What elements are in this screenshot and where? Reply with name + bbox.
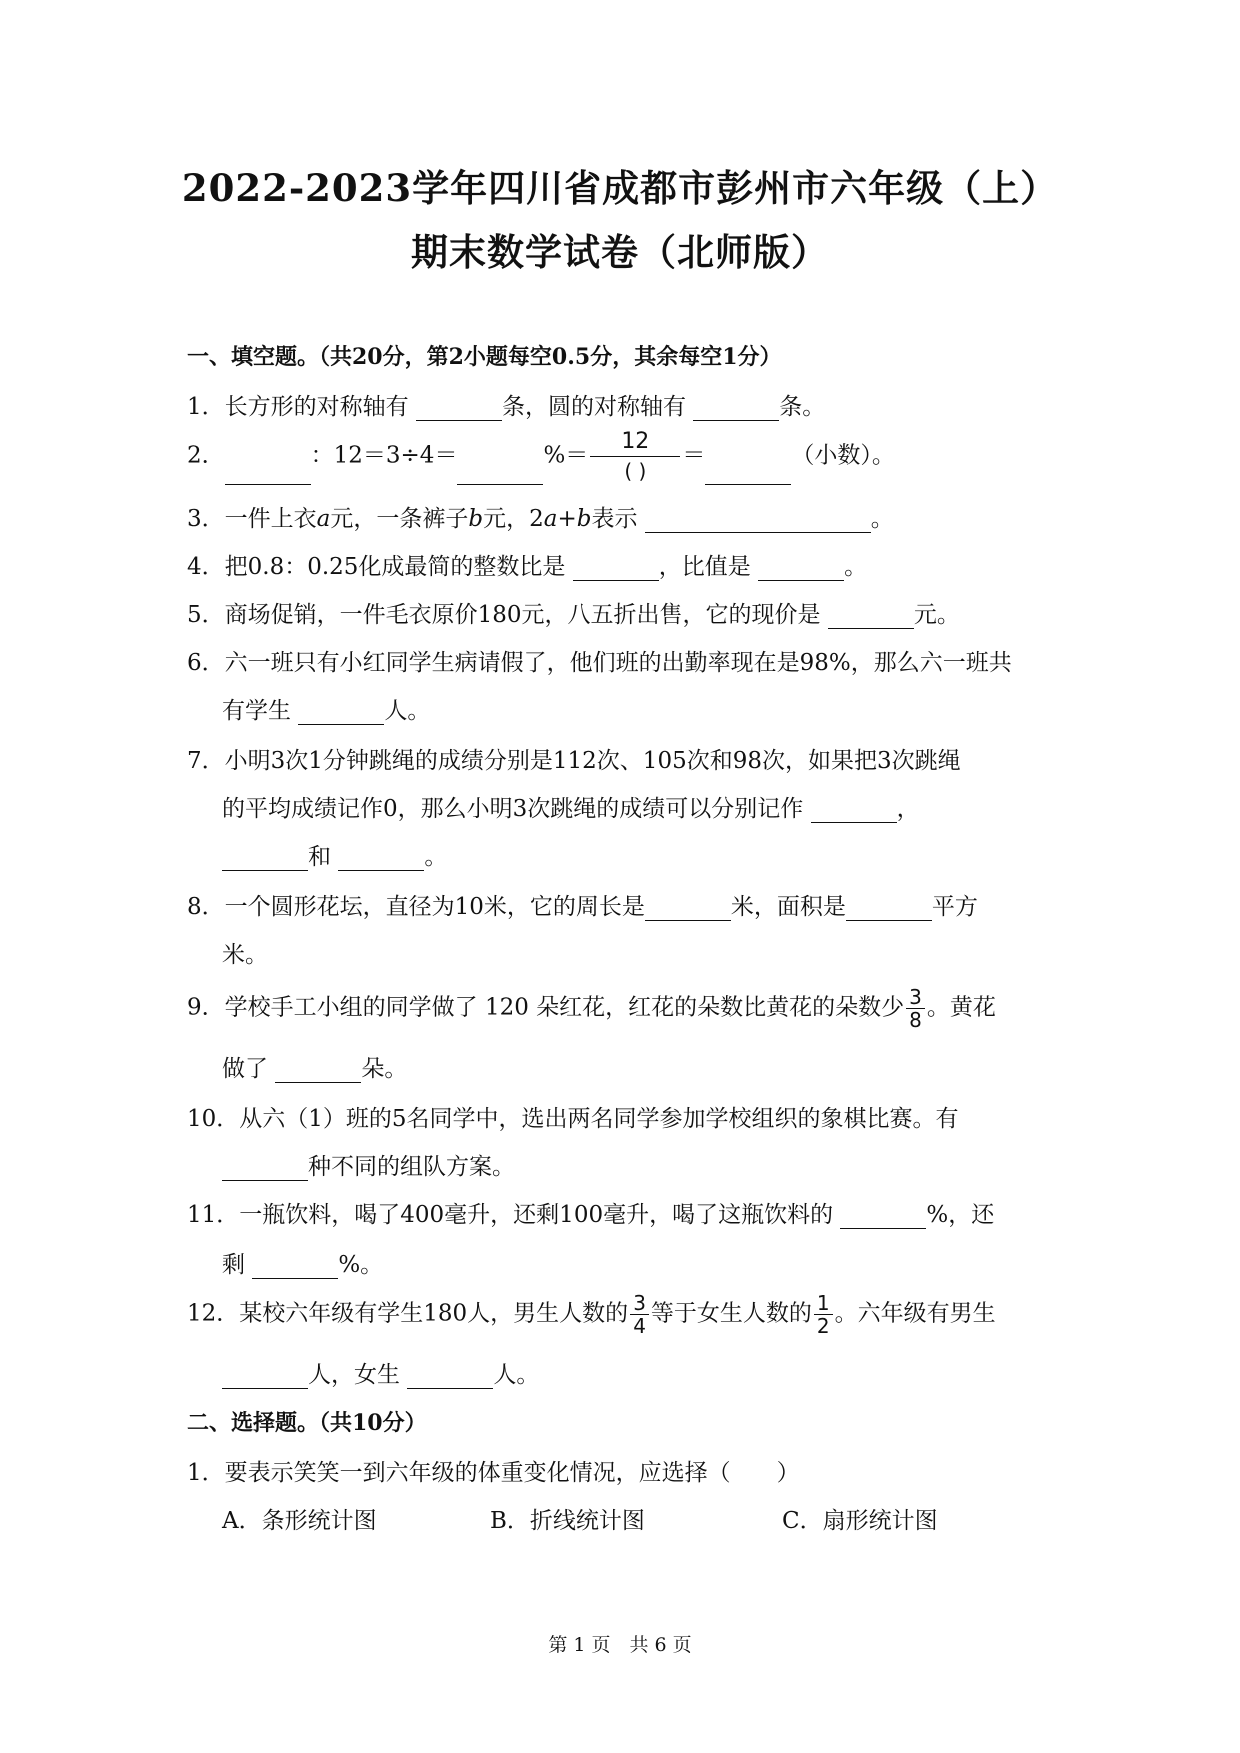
answer-blank[interactable] — [573, 556, 659, 581]
question-text: 有学生 — [222, 698, 299, 724]
question-text: 米。 — [222, 942, 268, 968]
question-12 — [187, 1292, 1067, 1337]
mc-question-1: 1．要表示笑笑一到六年级的体重变化情况，应选择（ ） — [187, 1460, 800, 1486]
question-text: 一个圆形花坛，直径为10米，它的周长是 — [224, 894, 645, 920]
question-text: 条，圆的对称轴有 — [501, 394, 694, 420]
question-text: 剩 — [222, 1252, 253, 1278]
option-b[interactable]: B．折线统计图 — [490, 1508, 645, 1534]
question-text: 把0.8：0.25化成最简的整数比是 — [224, 554, 573, 580]
question-text: ， — [896, 796, 920, 822]
answer-blank[interactable] — [846, 896, 932, 921]
question-10-cont — [222, 1148, 1102, 1181]
question-text: 米，面积是 — [730, 894, 846, 920]
question-number: 4． — [187, 554, 225, 580]
answer-blank[interactable] — [222, 1364, 308, 1389]
answer-blank[interactable] — [705, 460, 791, 485]
question-text: 长方形的对称轴有 — [224, 394, 416, 420]
question-number: 3． — [187, 506, 225, 532]
question-12-cont — [222, 1356, 1102, 1389]
fraction-numerator: 12 — [590, 428, 680, 457]
answer-blank[interactable] — [275, 1058, 361, 1083]
option-c[interactable]: C．扇形统计图 — [782, 1508, 938, 1534]
question-text: 人。 — [493, 1362, 540, 1388]
answer-blank[interactable] — [338, 846, 424, 871]
question-number: 12． — [187, 1300, 240, 1327]
fraction — [814, 1292, 833, 1337]
question-number: 2． — [187, 442, 225, 469]
section2-heading: 二、选择题。（共10分） — [187, 1410, 427, 1436]
exam-title-line2: 期末数学试卷（北师版） — [411, 230, 829, 274]
question-number: 10． — [187, 1106, 240, 1132]
answer-blank[interactable] — [840, 1204, 926, 1229]
answer-blank[interactable] — [645, 508, 871, 533]
question-7-cont — [222, 790, 1102, 823]
question-number: 7． — [187, 748, 225, 774]
page-footer: 第 1 页 共 6 页 — [548, 1634, 692, 1656]
section1-heading: 一、填空题。（共20分，第2小题每空0.5分，其余每空1分） — [187, 344, 782, 370]
answer-blank[interactable] — [457, 460, 543, 485]
question-text: 种不同的组队方案。 — [308, 1154, 515, 1180]
question-text: 一件上衣 — [224, 506, 317, 532]
question-text: %＝ — [543, 442, 589, 469]
question-text: %，还 — [926, 1202, 995, 1228]
question-11 — [187, 1196, 1067, 1229]
question-4 — [187, 548, 1067, 581]
question-text: 人。 — [384, 698, 431, 724]
plus-sign: + — [557, 506, 577, 532]
question-number: 1． — [187, 394, 225, 420]
question-text: %。 — [338, 1252, 384, 1278]
question-number: 5． — [187, 602, 225, 628]
question-8-cont — [222, 936, 1102, 969]
fraction-denominator: 2 — [816, 1314, 830, 1338]
variable-a: a — [543, 506, 558, 532]
question-text: 做了 — [222, 1056, 276, 1082]
option-a[interactable]: A．条形统计图 — [222, 1508, 377, 1534]
answer-blank[interactable] — [222, 846, 308, 871]
question-text: 六一班只有小红同学生病请假了，他们班的出勤率现在是98%，那么六一班共 — [224, 650, 1012, 676]
answer-blank[interactable] — [811, 798, 897, 823]
question-5 — [187, 596, 1067, 629]
question-text: （小数）。 — [791, 442, 895, 469]
question-text: 人，女生 — [308, 1362, 408, 1388]
question-text: 。 — [844, 554, 868, 580]
answer-blank[interactable] — [828, 604, 914, 629]
answer-blank[interactable] — [222, 1156, 308, 1181]
question-text: 元。 — [913, 602, 960, 628]
question-2 — [187, 428, 1067, 485]
answer-blank[interactable] — [416, 396, 502, 421]
question-7 — [187, 742, 1067, 775]
fraction — [630, 1292, 649, 1337]
question-text: 。 — [424, 844, 448, 870]
question-text: 。 — [870, 506, 894, 532]
question-9 — [187, 986, 1067, 1031]
answer-blank[interactable] — [693, 396, 779, 421]
question-8 — [187, 888, 1067, 921]
question-text: 等于女生人数的 — [650, 1300, 812, 1327]
question-number: 6． — [187, 650, 225, 676]
question-3 — [187, 500, 1067, 533]
variable-b: b — [468, 506, 484, 532]
exam-title-line1: 2022-2023学年四川省成都市彭州市六年级（上） — [181, 166, 1059, 210]
question-9-cont — [222, 1050, 1102, 1083]
fraction — [906, 986, 925, 1031]
fraction-denominator: 8 — [909, 1008, 922, 1032]
answer-blank[interactable] — [645, 896, 731, 921]
question-text: 从六（1）班的5名同学中，选出两名同学参加学校组织的象棋比赛。有 — [239, 1106, 959, 1132]
question-11-cont — [222, 1246, 1102, 1279]
answer-blank[interactable] — [758, 556, 844, 581]
question-text: 。黄花 — [926, 994, 996, 1021]
question-text: 表示 — [591, 506, 645, 532]
question-text: 某校六年级有学生180人，男生人数的 — [239, 1300, 629, 1327]
question-text: 元，2 — [483, 506, 544, 532]
variable-a: a — [316, 506, 331, 532]
fraction — [590, 428, 680, 485]
question-7-cont2 — [222, 838, 1102, 871]
question-text: 小明3次1分钟跳绳的成绩分别是112次、105次和98次，如果把3次跳绳 — [224, 748, 961, 774]
question-text: 一瓶饮料，喝了400毫升，还剩100毫升，喝了这瓶饮料的 — [239, 1202, 841, 1228]
question-number: 9． — [187, 994, 225, 1021]
question-6-cont — [222, 692, 1102, 725]
question-6 — [187, 644, 1067, 677]
question-text: 平方 — [931, 894, 978, 920]
question-10 — [187, 1100, 1067, 1133]
question-text: 朵。 — [361, 1056, 408, 1082]
answer-blank[interactable] — [407, 1364, 493, 1389]
variable-b: b — [576, 506, 592, 532]
question-number: 8． — [187, 894, 225, 920]
question-number: 11． — [187, 1202, 240, 1228]
question-text: ，比值是 — [658, 554, 759, 580]
fraction-numerator: 3 — [906, 986, 925, 1009]
answer-blank[interactable] — [252, 1254, 338, 1279]
question-text: 元，一条裤子 — [330, 506, 469, 532]
fraction-numerator: 1 — [814, 1292, 833, 1315]
question-text: 学校手工小组的同学做了 120 朵红花，红花的朵数比黄花的朵数少 — [224, 994, 905, 1021]
fraction-denominator: 4 — [633, 1314, 646, 1338]
question-text: 和 — [308, 844, 339, 870]
question-text: 条。 — [779, 394, 826, 420]
fraction-denominator-blank[interactable]: ( ) — [624, 459, 647, 483]
fraction-numerator: 3 — [630, 1292, 649, 1315]
answer-blank[interactable] — [225, 460, 311, 485]
question-text: 。六年级有男生 — [834, 1300, 996, 1327]
question-1 — [187, 388, 1067, 421]
question-text: 商场促销，一件毛衣原价180元，八五折出售，它的现价是 — [224, 602, 828, 628]
question-text: ：12＝3÷4＝ — [310, 442, 458, 469]
answer-blank[interactable] — [298, 700, 384, 725]
question-text: 的平均成绩记作0，那么小明3次跳绳的成绩可以分别记作 — [222, 796, 811, 822]
question-text: ＝ — [682, 442, 706, 469]
